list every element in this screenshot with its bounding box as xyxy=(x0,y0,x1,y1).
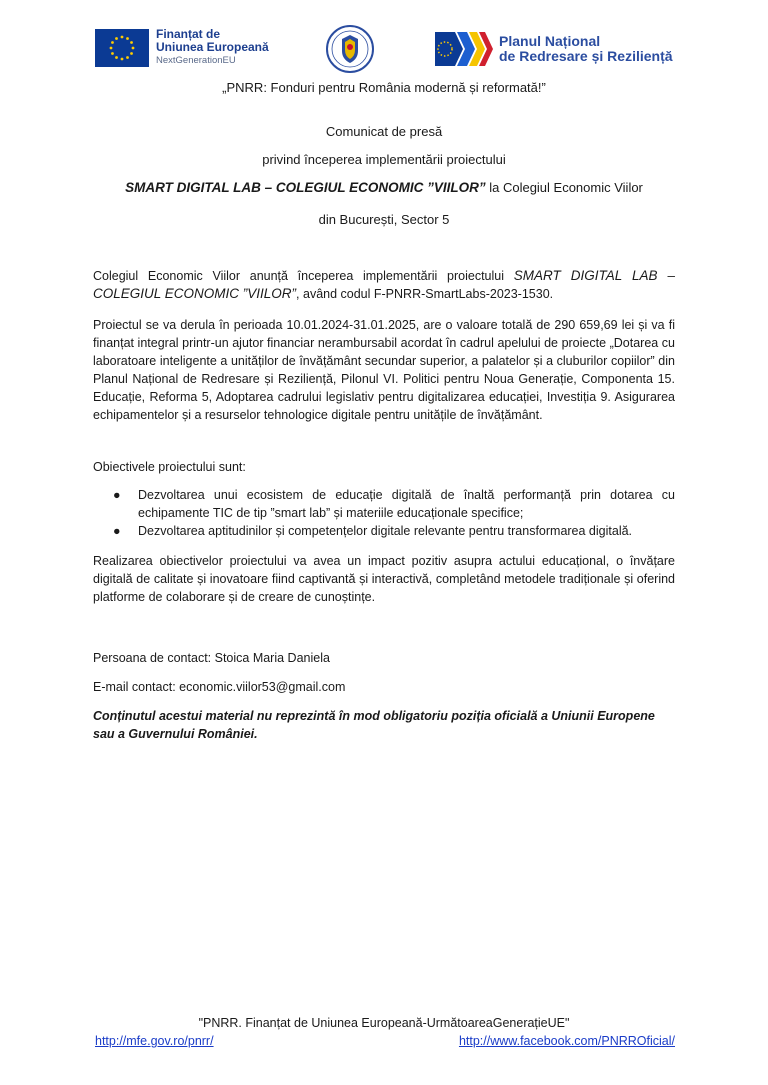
project-city: din București, Sector 5 xyxy=(318,212,450,227)
press-release-title: Comunicat de presă xyxy=(325,124,443,139)
objectives-list xyxy=(93,486,675,540)
disclaimer: Conținutul acestui material nu reprezintă în mod obligatoriu poziția oficială a Uniunii Europene sau a Guvernului României. xyxy=(93,709,655,741)
intro-paragraph xyxy=(93,267,675,303)
contact-email: E-mail contact: economic.viilor53@gmail.com xyxy=(93,680,346,694)
header-tagline: „PNRR: Fonduri pentru România modernă și reformată!” xyxy=(222,80,546,95)
eu-flag-icon xyxy=(95,29,149,67)
objectives-heading: Obiectivele proiectului sunt: xyxy=(93,460,246,474)
press-release-subtitle: privind începerea implementării proiectului xyxy=(262,152,506,167)
eu-star-icon xyxy=(115,37,118,40)
objective-text: Dezvoltarea aptitudinilor și competențelor digitale relevante pentru transformarea digitală. xyxy=(138,524,633,538)
project-location: la Colegiul Economic Viilor xyxy=(485,180,643,195)
eu-logo-line3: NextGenerationEU xyxy=(156,55,236,66)
facebook-link[interactable]: http://www.facebook.com/PNRROficial/ xyxy=(458,1034,675,1048)
bullet-icon: ● xyxy=(113,524,121,538)
eu-star-icon xyxy=(115,56,118,59)
eu-funding-logo xyxy=(95,28,269,67)
eu-logo-line1: Finanțat de xyxy=(156,27,221,41)
project-title-line xyxy=(0,180,768,195)
bullet-icon: ● xyxy=(113,488,121,502)
list-item xyxy=(93,522,675,540)
pnrr-logo-line1: Planul Național xyxy=(499,33,601,49)
intro-suffix: , având codul F-PNRR-SmartLabs-2023-1530. xyxy=(296,287,554,301)
contact-person: Persoana de contact: Stoica Maria Daniela xyxy=(93,651,330,665)
eu-logo-line2: Uniunea Europeană xyxy=(156,40,269,54)
objective-text: Dezvoltarea unui ecosistem de educație digitală de înaltă performanță prin dotarea cu echipamente TIC de tip ”smart lab” și materiile educaționale specifice; xyxy=(138,488,675,520)
eu-star-icon xyxy=(111,41,114,44)
intro-prefix: Colegiul Economic Viilor anunță începerea implementării proiectului xyxy=(93,269,514,283)
intro-project-name: SMART DIGITAL LAB – COLEGIUL ECONOMIC ”VIILOR” xyxy=(93,268,675,301)
eu-star-icon xyxy=(121,35,124,38)
government-crest-icon xyxy=(325,24,375,74)
eu-star-icon xyxy=(132,46,135,49)
eu-star-icon xyxy=(130,52,133,55)
pnrr-flag-arrow-icon xyxy=(435,32,493,66)
details-paragraph: Proiectul se va derula în perioada 10.01.2024-31.01.2025, are o valoare totală de 290 659,69 lei și va fi finanțat integral printr-un ajutor financiar nerambursabil acordat în cadrul apelului de proiecte „Dotarea cu laboratoare inteligente a unităților de învățământ secundar superior, a palatelor și a cluburilor copiilor” din Planul Național de Redresare și Reziliență, Pilonul VI. Politici pentru Noua Generație, Componenta 15. Educație, Reforma 5, Adoptarea cadrului legislativ pentru digitalizarea educației, Investiția 9. Asigurarea echipamentelor și a resurselor tehnologice digitale pentru unitățile de învățământ. xyxy=(93,318,675,422)
eu-star-icon xyxy=(126,56,129,59)
pnrr-logo xyxy=(435,32,673,66)
eu-star-icon xyxy=(130,41,133,44)
eu-star-icon xyxy=(110,46,113,49)
footer-text: "PNRR. Finanțat de Uniunea Europeană-UrmătoareaGenerațieUE" xyxy=(198,1016,570,1030)
project-name: SMART DIGITAL LAB – COLEGIUL ECONOMIC ”VIILOR” xyxy=(125,180,486,195)
impact-paragraph: Realizarea obiectivelor proiectului va avea un impact pozitiv asupra actului educațional, o învățare digitală de calitate și inovatoare fiind captivantă și interactivă, completând metodele tradiționale și oferind platforme de colaborare și de creare de cunoștințe. xyxy=(93,554,675,604)
pnrr-logo-line2: de Redresare și Reziliență xyxy=(499,48,673,64)
list-item xyxy=(93,486,675,522)
eu-star-icon xyxy=(121,57,124,60)
eu-star-icon xyxy=(111,52,114,55)
mfe-link[interactable]: http://mfe.gov.ro/pnrr/ xyxy=(95,1034,214,1048)
eu-star-icon xyxy=(126,37,129,40)
